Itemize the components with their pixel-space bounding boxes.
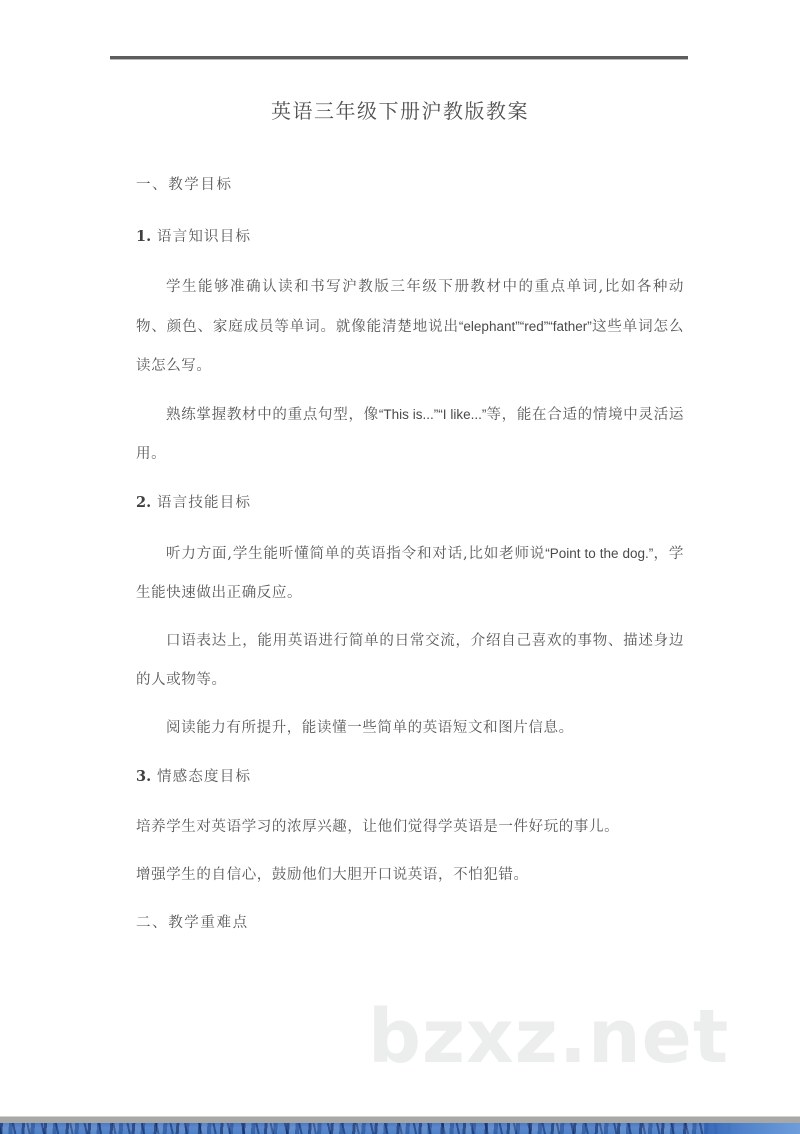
english-sentence-patterns: “This is...”“I like...”: [378, 407, 487, 422]
section-heading-teaching-goals: 一、教学目标: [136, 177, 233, 193]
subsection-label: 语言技能目标: [156, 495, 252, 511]
paragraph-interest-goal: 培养学生对英语学习的浓厚兴趣，让他们觉得学英语是一件好玩的事儿。: [136, 819, 620, 835]
english-command-sample: “Point to the dog.”: [545, 546, 654, 561]
paragraph-text-tail: ，学生能快速做出正确反应。: [136, 546, 684, 601]
next-page-preview: [0, 1123, 800, 1134]
paragraph-listening-goal: [136, 534, 684, 613]
next-page-preview-right-edge: [704, 1123, 800, 1134]
paragraph-text-tail: 等，能在合适的情境中灵活运用。: [136, 407, 685, 462]
subsection-number: 3.: [136, 768, 152, 785]
subsection-number: 2.: [136, 494, 152, 511]
paragraph-text: 听力方面,学生能听懂简单的英语指令和对话,比如老师说: [166, 546, 546, 562]
document-body: [136, 166, 684, 955]
subsection-number: 1.: [136, 228, 152, 245]
english-words-sample: “elephant”“red”“father”: [458, 319, 592, 334]
paragraph-text: 熟练掌握教材中的重点句型，像: [166, 407, 379, 423]
subsection-heading-language-knowledge: [136, 217, 684, 257]
page-title: 英语三年级下册沪教版教案: [271, 99, 529, 123]
paragraph-text-tail: 这些单词怎么读怎么写。: [136, 319, 684, 374]
subsection-label: 情感态度目标: [156, 769, 252, 785]
subsection-heading-language-skills: [136, 483, 684, 523]
paragraph-confidence-goal: 增强学生的自信心，鼓励他们大胆开口说英语，不怕犯错。: [136, 867, 529, 883]
section-heading-key-difficulties: 二、教学重难点: [136, 915, 249, 931]
paragraph-text: 学生能够准确认读和书写沪教版三年级下册教材中的重点单词,比如各种动物、颜色、家庭成员等单词。就像能清楚地说出: [136, 279, 684, 335]
paragraph-vocabulary-goal: [136, 268, 684, 386]
site-watermark: bzxz.net: [368, 994, 730, 1080]
subsection-heading-affective-attitude: [136, 757, 684, 797]
paragraph-speaking-goal: 口语表达上，能用英语进行简单的日常交流，介绍自己喜欢的事物、描述身边的人或物等。: [136, 633, 684, 688]
paragraph-reading-goal: 阅读能力有所提升，能读懂一些简单的英语短文和图片信息。: [166, 720, 574, 736]
paragraph-sentence-patterns-goal: [136, 395, 684, 474]
header-rule: [110, 56, 688, 59]
subsection-label: 语言知识目标: [156, 229, 252, 245]
